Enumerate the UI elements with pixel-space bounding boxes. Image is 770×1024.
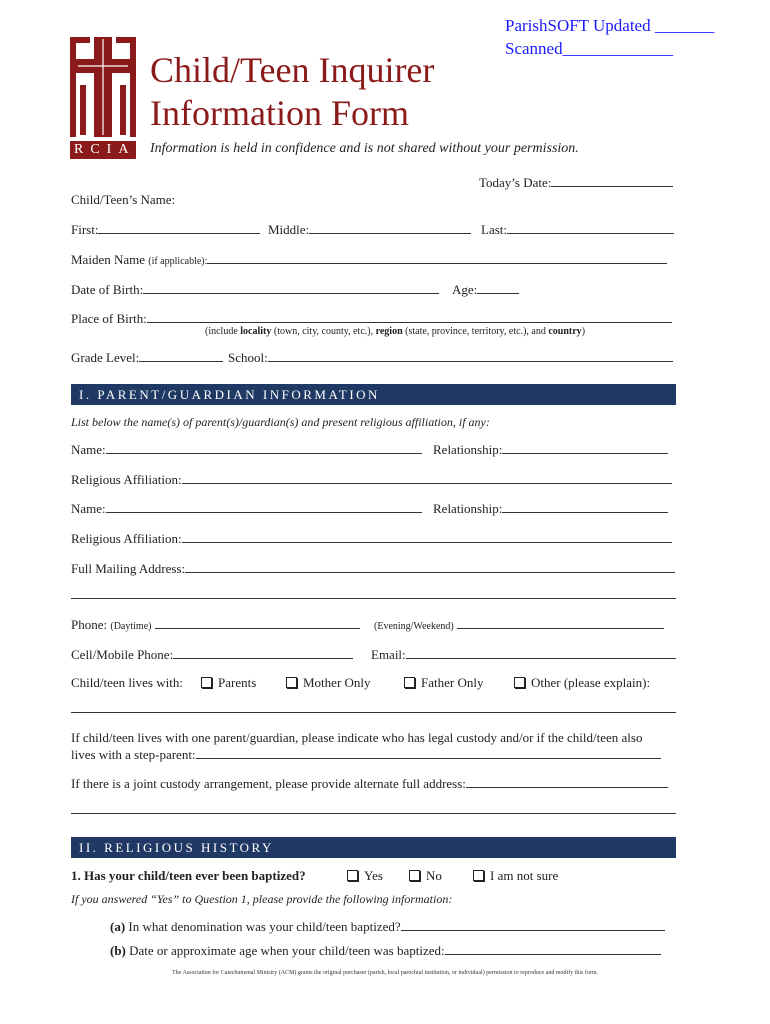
lives-with-explain-line[interactable]	[71, 712, 676, 713]
middle-name-input[interactable]	[309, 221, 471, 234]
parent1-name-input[interactable]	[106, 441, 422, 454]
checkbox-icon[interactable]	[473, 870, 484, 881]
custody-label: lives with a step-parent:	[71, 747, 196, 762]
todays-date-input[interactable]	[551, 174, 673, 187]
mailing-address-field	[71, 560, 675, 577]
maiden-name-field	[71, 251, 667, 270]
baptized-not-sure-option[interactable]	[473, 868, 558, 884]
todays-date-field	[479, 174, 673, 191]
parent1-affiliation-label: Religious Affiliation:	[71, 472, 182, 487]
parent2-affiliation-label: Religious Affiliation:	[71, 531, 182, 546]
parent2-name-label: Name:	[71, 501, 106, 516]
middle-name-field	[268, 221, 471, 238]
checkbox-icon[interactable]	[286, 677, 297, 688]
dob-input[interactable]	[143, 281, 439, 294]
cell-phone-input[interactable]	[173, 646, 353, 659]
maiden-name-label: Maiden Name	[71, 252, 146, 267]
parent2-relationship-field	[433, 500, 668, 517]
school-field	[228, 349, 673, 366]
option-label: Father Only	[421, 675, 484, 690]
baptism-date-field	[110, 942, 661, 959]
checkbox-icon[interactable]	[201, 677, 212, 688]
parent2-name-input[interactable]	[106, 500, 422, 513]
lives-with-parents-option[interactable]	[201, 675, 256, 691]
mailing-address-label: Full Mailing Address:	[71, 561, 186, 576]
cell-phone-field	[71, 646, 353, 663]
maiden-name-note: (if applicable):	[148, 256, 208, 267]
parent2-affiliation-input[interactable]	[182, 530, 672, 543]
daytime-label: (Daytime)	[110, 621, 152, 632]
phone-daytime-input[interactable]	[155, 616, 360, 629]
parent1-affiliation-input[interactable]	[182, 471, 672, 484]
lives-with-father-option[interactable]	[404, 675, 483, 691]
parent1-name-label: Name:	[71, 442, 106, 457]
baptism-date-label: Date or approximate age when your child/teen was baptized:	[129, 943, 445, 958]
custody-text: If child/teen lives with one parent/guardian, please indicate who has legal custody and/or if the child/teen also	[71, 730, 643, 745]
parent2-relationship-input[interactable]	[502, 500, 668, 513]
parent1-affiliation-field	[71, 471, 672, 488]
email-input[interactable]	[406, 646, 676, 659]
parishsoft-updated-stamp: ParishSOFT Updated _______	[505, 16, 715, 35]
dob-field	[71, 281, 439, 298]
lives-with-mother-option[interactable]	[286, 675, 371, 691]
last-name-field	[481, 221, 674, 238]
parent2-relationship-label: Relationship:	[433, 501, 503, 516]
joint-custody-input[interactable]	[466, 775, 668, 788]
checkbox-icon[interactable]	[514, 677, 525, 688]
last-name-label: Last:	[481, 222, 507, 237]
middle-name-label: Middle:	[268, 222, 310, 237]
first-name-label: First:	[71, 222, 99, 237]
grade-field	[71, 349, 223, 366]
option-label: I am not sure	[490, 868, 559, 883]
parent1-relationship-label: Relationship:	[433, 442, 503, 457]
last-name-input[interactable]	[507, 221, 674, 234]
parent1-relationship-field	[433, 441, 668, 458]
confidentiality-note: Information is held in confidence and is not shared without your permission.	[150, 141, 579, 156]
grade-label: Grade Level:	[71, 350, 140, 365]
pob-input[interactable]	[147, 310, 672, 323]
email-field	[371, 646, 676, 663]
child-name-heading: Child/Teen’s Name:	[71, 192, 176, 207]
pob-field	[71, 310, 672, 327]
baptized-no-option[interactable]	[409, 868, 442, 884]
footer-permission-note: The Association for Catechumenal Ministry (ACM) grants the original purchaser (parish, local parochial institution, or individual) permission to reproduce and modify this form.	[171, 970, 599, 976]
checkbox-icon[interactable]	[404, 677, 415, 688]
pob-note: (include locality (town, city, county, etc.), region (state, province, territory, etc.), and country)	[205, 326, 586, 337]
custody-input[interactable]	[196, 746, 661, 759]
grade-input[interactable]	[139, 349, 223, 362]
parent1-relationship-input[interactable]	[502, 441, 668, 454]
lives-with-label: Child/teen lives with:	[71, 675, 183, 690]
denomination-label: In what denomination was your child/teen baptized?	[128, 919, 401, 934]
baptized-question: 1. Has your child/teen ever been baptized?	[71, 868, 306, 883]
page-title-line1: Child/Teen Inquirer	[150, 50, 435, 90]
age-input[interactable]	[477, 281, 519, 294]
joint-custody-field	[71, 775, 668, 792]
mailing-address-line2[interactable]	[71, 598, 676, 599]
option-label: Mother Only	[303, 675, 371, 690]
todays-date-label: Today’s Date:	[479, 175, 552, 190]
lives-with-other-option[interactable]	[514, 675, 650, 691]
option-label: Parents	[218, 675, 257, 690]
joint-custody-label: If there is a joint custody arrangement, please provide alternate full address:	[71, 776, 466, 791]
checkbox-icon[interactable]	[409, 870, 420, 881]
email-label: Email:	[371, 647, 406, 662]
parent1-name-field	[71, 441, 422, 458]
scanned-stamp: Scanned_____________	[505, 39, 674, 58]
joint-custody-line2[interactable]	[71, 813, 676, 814]
custody-field	[71, 746, 661, 763]
option-label: No	[426, 868, 442, 883]
parent2-name-field	[71, 500, 422, 517]
baptized-yes-option[interactable]	[347, 868, 383, 884]
baptism-date-input[interactable]	[445, 942, 661, 955]
option-label: Yes	[364, 868, 383, 883]
rcia-logo-text: RCIA	[74, 142, 136, 157]
phone-evening-input[interactable]	[457, 616, 664, 629]
first-name-field	[71, 221, 260, 238]
age-label: Age:	[452, 282, 478, 297]
parent2-affiliation-field	[71, 530, 672, 547]
option-label: Other (please explain):	[531, 675, 651, 690]
section-parent-guardian-header: I. PARENT/GUARDIAN INFORMATION	[71, 384, 676, 405]
age-field	[452, 281, 519, 298]
parent-instruction: List below the name(s) of parent(s)/guardian(s) and present religious affiliation, if any:	[71, 415, 490, 429]
checkbox-icon[interactable]	[347, 870, 358, 881]
denomination-field	[110, 918, 665, 935]
evening-label: (Evening/Weekend)	[374, 621, 454, 632]
mailing-address-input[interactable]	[185, 560, 675, 573]
pob-label: Place of Birth:	[71, 311, 147, 326]
phone-evening-field	[374, 616, 664, 635]
phone-label: Phone:	[71, 617, 108, 632]
dob-label: Date of Birth:	[71, 282, 144, 297]
first-name-input[interactable]	[98, 221, 260, 234]
section-religious-history-header: II. RELIGIOUS HISTORY	[71, 837, 676, 858]
phone-daytime-field	[71, 616, 360, 635]
maiden-name-input[interactable]	[207, 251, 667, 264]
cell-phone-label: Cell/Mobile Phone:	[71, 647, 174, 662]
question-b-label: (b)	[110, 943, 126, 958]
denomination-input[interactable]	[401, 918, 665, 931]
school-label: School:	[228, 350, 268, 365]
question-a-label: (a)	[110, 919, 126, 934]
baptism-followup-instruction: If you answered “Yes” to Question 1, please provide the following information:	[71, 892, 453, 906]
rcia-logo	[70, 37, 136, 159]
page-title-line2: Information Form	[150, 93, 409, 133]
school-input[interactable]	[268, 349, 673, 362]
